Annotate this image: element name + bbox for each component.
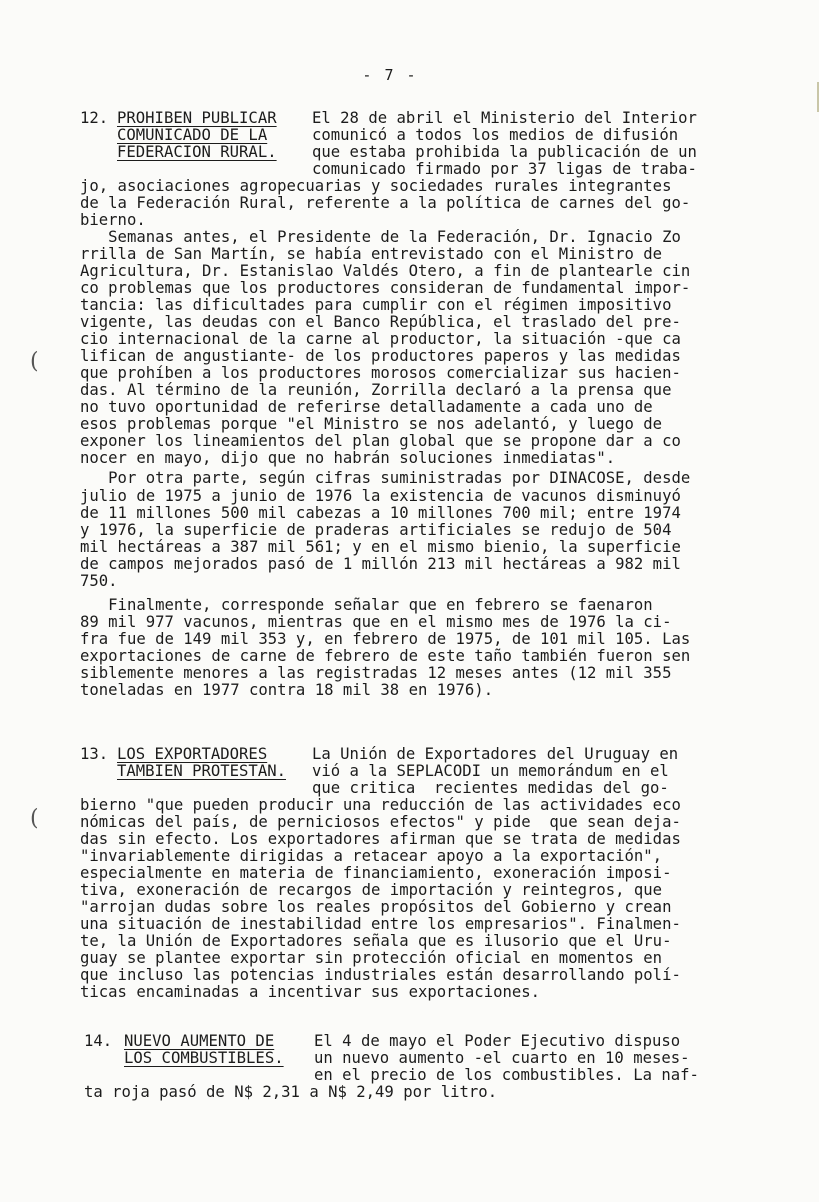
- section-heading-line: COMUNICADO DE LA: [117, 126, 268, 144]
- body-line: un nuevo aumento -el cuarto en 10 meses-: [314, 1049, 690, 1067]
- body-line: El 4 de mayo el Poder Ejecutivo dispuso: [314, 1032, 681, 1050]
- body-line: exponer los lineamientos del plan global que se propone dar a co: [80, 432, 681, 450]
- section-heading-line: TAMBIEN PROTESTAN.: [117, 762, 286, 780]
- body-line: rrilla de San Martín, se había entrevistado con el Ministro de: [80, 245, 663, 263]
- body-line: mil hectáreas a 387 mil 561; y en el mismo bienio, la superficie: [80, 538, 681, 556]
- body-line: "invariablemente dirigidas a retacear apoyo a la exportación",: [80, 847, 663, 865]
- body-line: una situación de inestabilidad entre los empresarios". Finalmen-: [80, 915, 681, 933]
- section-heading-line: PROHIBEN PUBLICAR: [117, 109, 277, 127]
- body-line: tiva, exoneración de recargos de importación y reintegros, que: [80, 881, 663, 899]
- body-line: El 28 de abril el Ministerio del Interior: [312, 109, 697, 127]
- body-line: das sin efecto. Los exportadores afirman que se trata de medidas: [80, 830, 681, 848]
- page-number: - 7 -: [362, 66, 418, 84]
- body-line: guay se plantee exportar sin protección oficial en momentos en: [80, 949, 663, 967]
- body-line: tancia: las dificultades para cumplir con el régimen impositivo: [80, 296, 672, 314]
- body-line: y 1976, la superficie de praderas artificiales se redujo de 504: [80, 521, 672, 539]
- body-line: que estaba prohibida la publicación de un: [312, 143, 697, 161]
- body-line: que prohíben a los productores morosos comercializar sus hacien-: [80, 364, 681, 382]
- section-heading-line: FEDERACION RURAL.: [117, 143, 277, 161]
- body-line: cio internacional de la carne al productor, la situación -que ca: [80, 330, 681, 348]
- body-line: das. Al término de la reunión, Zorrilla declaró a la prensa que: [80, 381, 672, 399]
- body-line: vió a la SEPLACODI un memorándum en el: [312, 762, 669, 780]
- body-line: nocer en mayo, dijo que no habrán soluciones inmediatas".: [80, 449, 616, 467]
- body-line: julio de 1975 a junio de 1976 la existencia de vacunos disminuyó: [80, 487, 681, 505]
- body-line: Semanas antes, el Presidente de la Federación, Dr. Ignacio Zo: [80, 228, 681, 246]
- body-line: Finalmente, corresponde señalar que en febrero se faenaron: [80, 596, 653, 614]
- body-line: ta roja pasó de N$ 2,31 a N$ 2,49 por litro.: [84, 1083, 498, 1101]
- body-line: jo, asociaciones agropecuarias y sociedades rurales integrantes: [80, 177, 672, 195]
- body-line: que critica recientes medidas del go-: [312, 779, 669, 797]
- body-line: exportaciones de carne de febrero de este taño también fueron sen: [80, 647, 691, 665]
- margin-parenthesis: (: [30, 349, 39, 374]
- section-heading-line: LOS EXPORTADORES: [117, 745, 268, 763]
- body-line: bierno "que pueden producir una reducción de las actividades eco: [80, 796, 681, 814]
- body-line: de campos mejorados pasó de 1 millón 213 mil hectáreas a 982 mil: [80, 555, 681, 573]
- body-line: lifican de angustiante- de los productores paperos y las medidas: [80, 347, 681, 365]
- body-line: fra fue de 149 mil 353 y, en febrero de 1975, de 101 mil 105. Las: [80, 630, 691, 648]
- body-line: "arrojan dudas sobre los reales propósitos del Gobierno y crean: [80, 898, 672, 916]
- body-line: comunicó a todos los medios de difusión: [312, 126, 679, 144]
- body-line: bierno.: [80, 211, 146, 229]
- body-line: que incluso las potencias industriales están desarrollando polí-: [80, 966, 681, 984]
- body-line: 89 mil 977 vacunos, mientras que en el mismo mes de 1976 la ci-: [80, 613, 672, 631]
- body-line: de 11 millones 500 mil cabezas a 10 millones 700 mil; entre 1974: [80, 504, 681, 522]
- section-heading-line: NUEVO AUMENTO DE: [124, 1032, 275, 1050]
- body-line: en el precio de los combustibles. La naf-: [314, 1066, 699, 1084]
- body-line: te, la Unión de Exportadores señala que es ilusorio que el Uru-: [80, 932, 672, 950]
- body-line: toneladas en 1977 contra 18 mil 38 en 1976).: [80, 681, 494, 699]
- body-line: esos problemas porque "el Ministro se nos adelantó, y luego de: [80, 415, 663, 433]
- body-line: comunicado firmado por 37 ligas de traba-: [312, 160, 697, 178]
- body-line: de la Federación Rural, referente a la política de carnes del go-: [80, 194, 691, 212]
- margin-parenthesis: (: [30, 806, 39, 831]
- body-line: La Unión de Exportadores del Uruguay en: [312, 745, 679, 763]
- body-line: Agricultura, Dr. Estanislao Valdés Otero, a fin de plantearle cin: [80, 262, 691, 280]
- body-line: especialmente en materia de financiamiento, exoneración imposi-: [80, 864, 672, 882]
- body-line: siblemente menores a las registradas 12 meses antes (12 mil 355: [80, 664, 672, 682]
- body-line: nómicas del país, de perniciosos efectos" y pide que sean deja-: [80, 813, 681, 831]
- section-number: 13.: [80, 745, 109, 763]
- body-line: vigente, las deudas con el Banco República, el traslado del pre-: [80, 313, 681, 331]
- body-line: 750.: [80, 572, 118, 590]
- body-line: no tuvo oportunidad de referirse detalladamente a cada uno de: [80, 398, 653, 416]
- section-number: 14.: [84, 1032, 113, 1050]
- body-line: co problemas que los productores consideran de fundamental impor-: [80, 279, 691, 297]
- section-heading-line: LOS COMBUSTIBLES.: [124, 1049, 284, 1067]
- body-line: Por otra parte, según cifras suministradas por DINACOSE, desde: [80, 469, 691, 487]
- section-number: 12.: [80, 109, 109, 127]
- body-line: ticas encaminadas a incentivar sus exportaciones.: [80, 983, 541, 1001]
